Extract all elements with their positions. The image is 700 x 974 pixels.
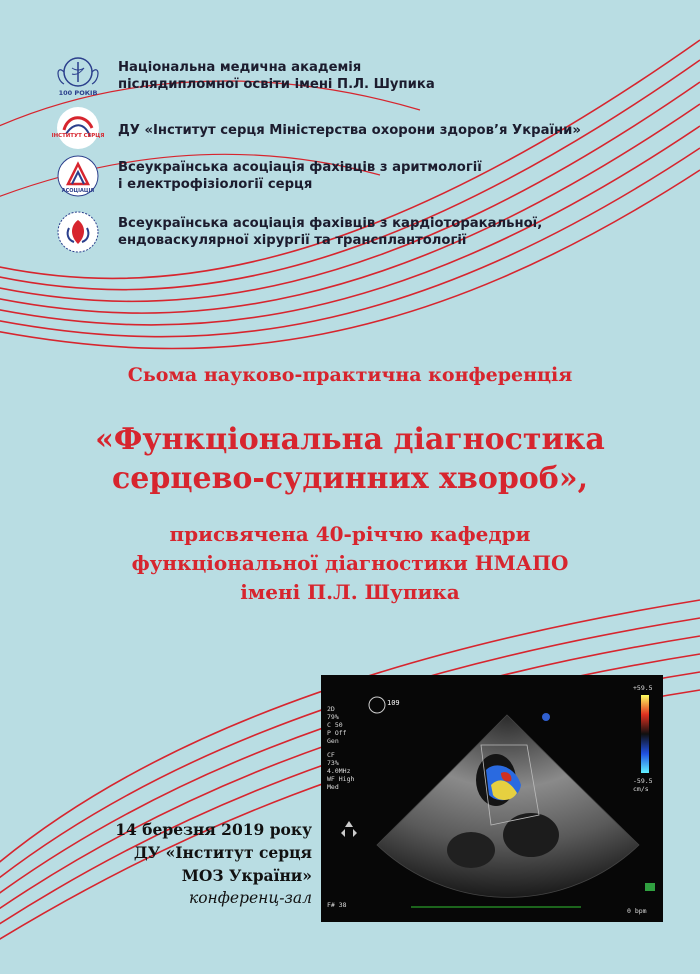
echo-label-4: Gen — [327, 737, 339, 745]
org-cardiothoracic-line2: ендоваскулярної хірургії та трансплантології — [118, 233, 467, 248]
dedication-line2: функціональної діагностики НМАПО — [131, 551, 569, 575]
org-arrhythmology-line2: і електрофізіології серця — [118, 177, 313, 192]
heart-institute-logo-text: ІНСТИТУТ СЕРЦЯ — [51, 133, 105, 139]
event-venue: конференц-зал — [188, 889, 312, 907]
org-cardiothoracic — [52, 210, 542, 254]
org-nmapo — [52, 54, 435, 98]
org-cardiothoracic-line1: Всеукраїнська асоціація фахівців з кардіоторакальної, — [118, 216, 543, 231]
conference-title — [0, 420, 700, 498]
arrhythmology-logo-text: АСОЦІАЦІЯ — [61, 188, 95, 194]
event-place-line2: МОЗ України» — [181, 866, 312, 885]
event-place-line1: ДУ «Інститут серця — [133, 843, 312, 862]
echo-label-2: C 50 — [327, 721, 343, 729]
event-date: 14 березня 2019 року — [115, 820, 312, 839]
echocardiogram-image — [321, 675, 663, 922]
echo-label-0: 2D — [327, 705, 335, 713]
echo-scale-top: +59.5 — [633, 684, 653, 692]
echo-top-label: 109 — [387, 699, 400, 707]
color-scale-bar — [641, 695, 649, 773]
echo-scale-unit: cm/s — [633, 785, 649, 793]
org-arrhythmology — [52, 154, 482, 198]
probe-orientation-icon — [369, 697, 400, 713]
org-heart-institute — [52, 106, 581, 150]
heart-institute-icon — [52, 106, 104, 150]
conference-subtitle: Сьома науково-практична конференція — [127, 364, 573, 386]
event-details — [115, 818, 312, 910]
dedication-line1: присвячена 40-річчю кафедри — [169, 522, 531, 546]
echo-bpm-label: 0 bpm — [627, 907, 647, 915]
echo-label-3: P Off — [327, 729, 347, 737]
conference-dedication — [0, 520, 700, 607]
cardiothoracic-association-icon — [52, 210, 104, 254]
org-arrhythmology-line1: Всеукраїнська асоціація фахівців з аритмології — [118, 160, 482, 175]
echo-label-7: 4.0MHz — [327, 767, 351, 775]
echo-label-9: Med — [327, 783, 339, 791]
conference-title-line2: серцево-судинних хвороб», — [111, 461, 589, 496]
nmapo-emblem-icon — [52, 54, 104, 98]
org-nmapo-line1: Національна медична академія — [118, 60, 362, 75]
arrhythmology-association-icon — [52, 154, 104, 198]
nmapo-logo-text: 100 РОКІВ — [58, 89, 98, 97]
dedication-line3: імені П.Л. Шупика — [240, 580, 460, 604]
echo-label-5: CF — [327, 751, 335, 759]
echo-frame-label: F# 38 — [327, 901, 347, 909]
org-nmapo-line2: післядипломної освіти імені П.Л. Шупика — [118, 77, 435, 92]
echo-label-1: 79% — [327, 713, 339, 721]
echo-label-6: 73% — [327, 759, 339, 767]
echo-scale-bottom: -59.5 — [633, 777, 653, 785]
conference-title-line1: «Функціональна діагностика — [95, 422, 605, 457]
echo-label-8: WF High — [327, 775, 355, 783]
org-heart-institute-line1: ДУ «Інститут серця Міністерства охорони здоров’я України» — [118, 122, 581, 138]
